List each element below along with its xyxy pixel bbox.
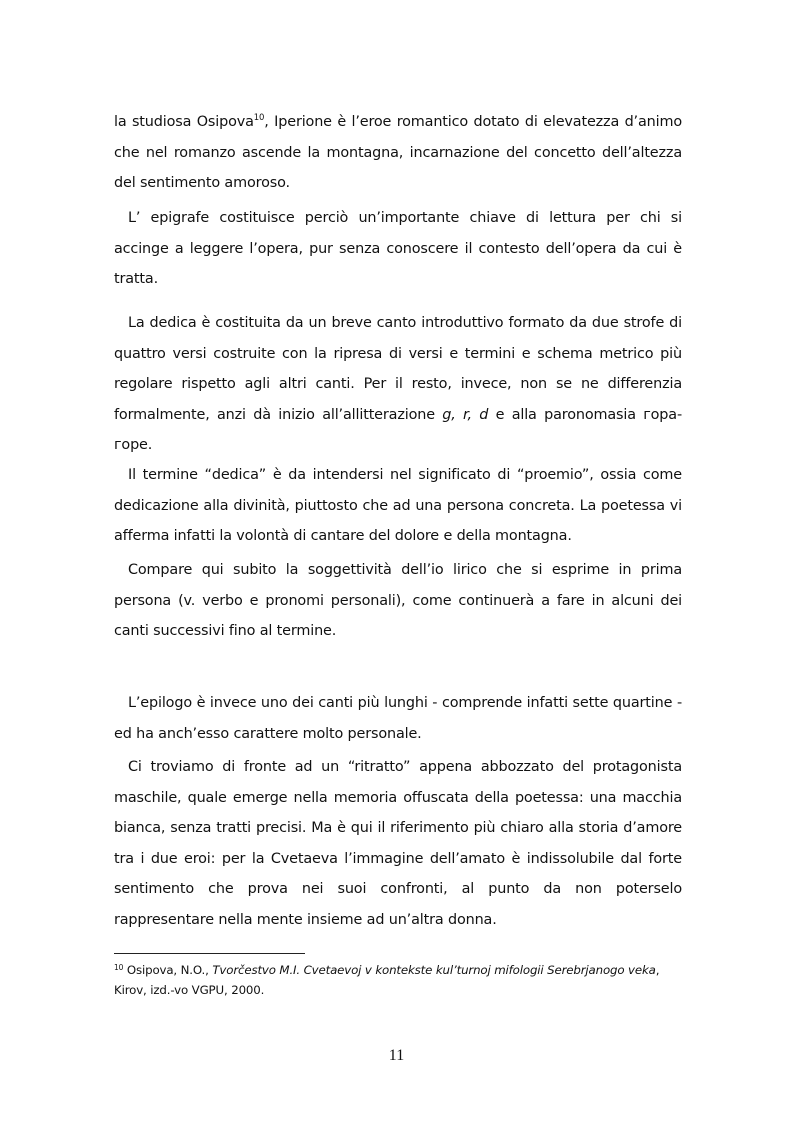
paragraph-epilogue: L’epilogo è invece uno dei canti più lunghi - comprende infatti sette quartine - ed ha anch’esso carattere molto personale. <box>114 695 682 742</box>
paragraph-text: la studiosa Osipova <box>114 114 254 130</box>
paragraph-text: La dedica è costituita da un breve canto introduttivo formato da due strofe di quattro versi costruite con la ripresa di versi e termini e schema metrico più regolare rispetto agli altri canti. Per il resto, invece, non se ne differenzia formalmente, anzi dà inizio all’allitterazione <box>114 315 682 423</box>
footnote-title: Tvorčestvo M.I. Cvetaevoj v kontekste kul’turnoj mifologii Serebrjanogo veka <box>212 963 656 977</box>
footnote-author: Osipova, N.O., <box>123 963 213 977</box>
paragraph-lyric-self: Compare qui subito la soggettività dell’io lirico che si esprime in prima persona (v. verbo e pronomi personali), come continuerà a fare in alcuni dei canti successivi fino al termine. <box>114 562 682 640</box>
page-number: 11 <box>388 1047 405 1064</box>
paragraph-epigraph: L’ epigrafe costituisce perciò un’importante chiave di lettura per chi si accinge a leggere l’opera, pur senza conoscere il contesto dell’opera da cui è tratta. <box>114 210 682 288</box>
footnote-number: 10 <box>114 963 124 972</box>
paragraph-text: e alla paronomasia гора-горе. <box>114 406 682 454</box>
footnote-reference[interactable]: 10 <box>253 113 265 123</box>
paragraph-osipova <box>114 107 682 199</box>
paragraph-dedica-term: Il termine “dedica” è da intendersi nel significato di “proemio”, ossia come dedicazione alla divinità, piuttosto che ad una persona concreta. La poetessa vi afferma infatti la volontà di cantare del dolore e della montagna. <box>114 467 682 545</box>
paragraph-text: , Iperione è l’eroe romantico dotato di elevatezza d’animo che nel romanzo ascende la montagna, incarnazione del concetto dell’altezza del sentimento amoroso. <box>114 114 682 192</box>
footnote-divider <box>114 953 305 954</box>
paragraph-portrait: Ci troviamo di fronte ad un “ritratto” appena abbozzato del protagonista maschile, quale emerge nella memoria offuscata della poetessa: una macchia bianca, senza tratti precisi. Ma è qui il riferimento più chiaro alla storia d’amore tra i due eroi: per la Cvetaeva l’immagine dell’amato è indissolubile dal forte sentimento che prova nei suoi confronti, al punto da non poterselo rappresentare nella mente insieme ad un’altra donna. <box>114 759 682 928</box>
alliteration-letters: g, r, d <box>442 406 489 423</box>
paragraph-dedication <box>114 308 682 461</box>
footnote-publication: , Kirov, izd.-vo VGPU, 2000. <box>114 963 660 997</box>
footnote <box>114 960 686 1000</box>
